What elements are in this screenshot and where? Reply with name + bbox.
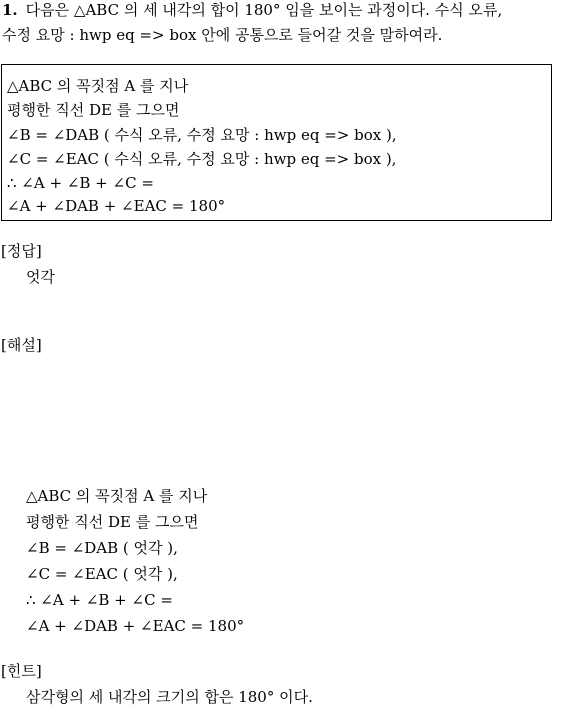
proof-line-1: △ABC 의 꼭짓점 A 를 지나 — [7, 77, 189, 95]
explanation-line-3: ∠B = ∠DAB ( 엇각 ), — [26, 539, 178, 557]
question-text-2: 수정 요망 : hwp eq => box 안에 공통으로 들어갈 것을 말하여라. — [2, 26, 443, 44]
explanation-label: [해설] — [1, 336, 42, 354]
answer-text: 엇각 — [26, 268, 55, 286]
explanation-line-6: ∠A + ∠DAB + ∠EAC = 180° — [26, 617, 245, 635]
hint-text: 삼각형의 세 내각의 크기의 합은 180° 이다. — [26, 688, 313, 706]
explanation-line-5: ∴ ∠A + ∠B + ∠C = — [26, 591, 173, 609]
question-text-1: 다음은 △ABC 의 세 내각의 합이 180° 임을 보이는 과정이다. 수식 오류, — [25, 1, 503, 19]
proof-line-5: ∴ ∠A + ∠B + ∠C = — [7, 174, 154, 192]
proof-box — [1, 64, 552, 221]
hint-label: [힌트] — [1, 662, 42, 680]
answer-label: [정답] — [1, 242, 42, 260]
proof-line-3: ∠B = ∠DAB ( 수식 오류, 수정 요망 : hwp eq => box ), — [7, 126, 397, 144]
explanation-line-1: △ABC 의 꼭짓점 A 를 지나 — [26, 487, 208, 505]
explanation-line-2: 평행한 직선 DE 를 그으면 — [26, 513, 199, 531]
proof-line-2: 평행한 직선 DE 를 그으면 — [7, 101, 180, 119]
proof-line-4: ∠C = ∠EAC ( 수식 오류, 수정 요망 : hwp eq => box ), — [7, 150, 397, 168]
question-number: 1. — [2, 1, 18, 19]
explanation-line-4: ∠C = ∠EAC ( 엇각 ), — [26, 565, 178, 583]
question-line-1 — [2, 0, 502, 20]
proof-line-6: ∠A + ∠DAB + ∠EAC = 180° — [7, 197, 226, 215]
